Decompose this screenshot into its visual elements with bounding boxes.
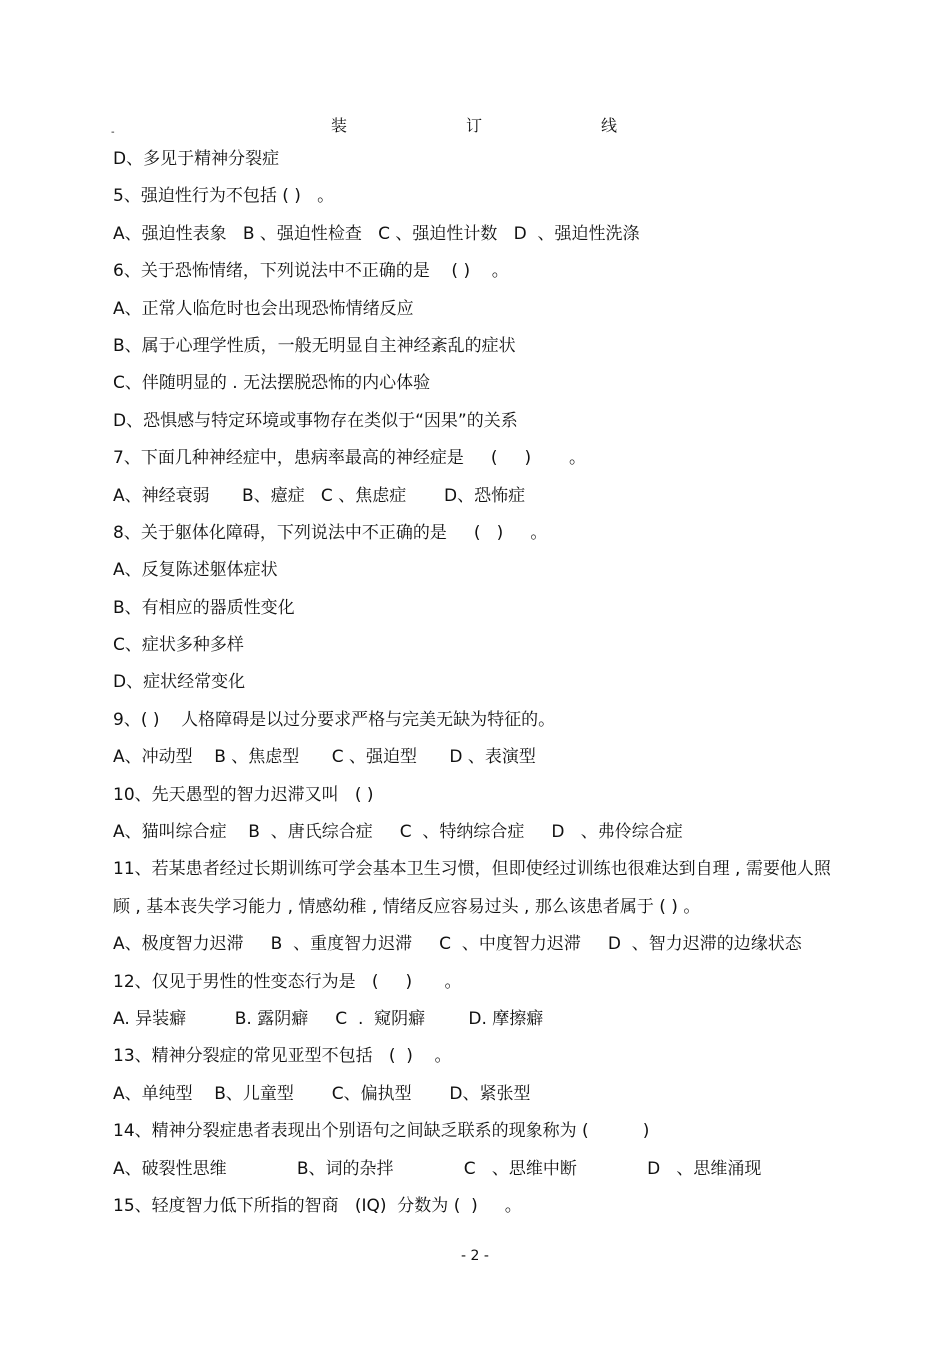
- option-line: C、症状多种多样: [113, 635, 244, 656]
- question-line: 8、关于躯体化障碍，下列说法中不正确的是 ( ) 。: [113, 522, 548, 543]
- top-mark: -: [111, 127, 115, 138]
- option-line: A、反复陈述躯体症状: [113, 560, 278, 581]
- option-line: A、破裂性思维 B、词的杂拌 C 、思维中断 D 、思维涌现: [113, 1158, 762, 1179]
- binding-char-2: 订: [466, 116, 483, 135]
- option-line: A、冲动型 B 、焦虑型 C 、强迫型 D 、表演型: [113, 747, 536, 768]
- question-content: [113, 141, 843, 1225]
- question-line: 11、若某患者经过长期训练可学会基本卫生习惯，但即使经过训练也很难达到自理 , 需要他人照顾 , 基本丧失学习能力 , 情感幼稚 , 情绪反应容易过头 , 那么该患者属于 ( ) 。: [113, 859, 831, 917]
- option-line: A. 异装癖 B. 露阴癖 C . 窥阴癖 D. 摩擦癖: [113, 1009, 544, 1030]
- option-line: D、恐惧感与特定环境或事物存在类似于“因果”的关系: [113, 410, 518, 431]
- option-line: A、极度智力迟滞 B 、重度智力迟滞 C 、中度智力迟滞 D 、智力迟滞的边缘状态: [113, 934, 802, 955]
- question-line: 5、强迫性行为不包括 ( ) 。: [113, 186, 335, 207]
- option-line: B、有相应的器质性变化: [113, 597, 295, 618]
- option-line: A、猫叫综合症 B 、唐氏综合症 C 、特纳综合症 D 、弗伶综合症: [113, 822, 683, 843]
- question-line: 15、轻度智力低下所指的智商 (IQ) 分数为 ( ) 。: [113, 1195, 522, 1216]
- binding-char-1: 装: [331, 116, 348, 135]
- option-line: D、多见于精神分裂症: [113, 149, 280, 169]
- option-line: A、正常人临危时也会出现恐怖情绪反应: [113, 298, 414, 319]
- option-line: B、属于心理学性质，一般无明显自主神经紊乱的症状: [113, 335, 516, 356]
- question-line: 9、( ) 人格障碍是以过分要求严格与完美无缺为特征的。: [113, 709, 556, 730]
- question-line: 13、精神分裂症的常见亚型不包括 ( ) 。: [113, 1046, 452, 1067]
- question-line: 12、仅见于男性的性变态行为是 ( ) 。: [113, 971, 462, 992]
- question-line: 10、先天愚型的智力迟滞又叫 ( ): [113, 784, 374, 805]
- question-line: 7、下面几种神经症中，患病率最高的神经症是 ( ) 。: [113, 448, 586, 469]
- option-line: A、强迫性表象 B 、强迫性检查 C 、强迫性计数 D 、强迫性洗涤: [113, 223, 640, 244]
- option-line: A、神经衰弱 B、癔症 C 、焦虑症 D、恐怖症: [113, 485, 526, 506]
- question-line: 14、精神分裂症患者表现出个别语句之间缺乏联系的现象称为 ( ): [113, 1121, 650, 1142]
- question-line: 6、关于恐怖情绪，下列说法中不正确的是 ( ) 。: [113, 261, 509, 282]
- option-line: D、症状经常变化: [113, 672, 246, 693]
- page-number: - 2 -: [461, 1248, 489, 1264]
- binding-line: [0, 113, 950, 133]
- option-line: C、伴随明显的 . 无法摆脱恐怖的内心体验: [113, 373, 431, 394]
- binding-char-3: 线: [601, 116, 618, 135]
- option-line: A、单纯型 B、儿童型 C、偏执型 D、紧张型: [113, 1083, 531, 1104]
